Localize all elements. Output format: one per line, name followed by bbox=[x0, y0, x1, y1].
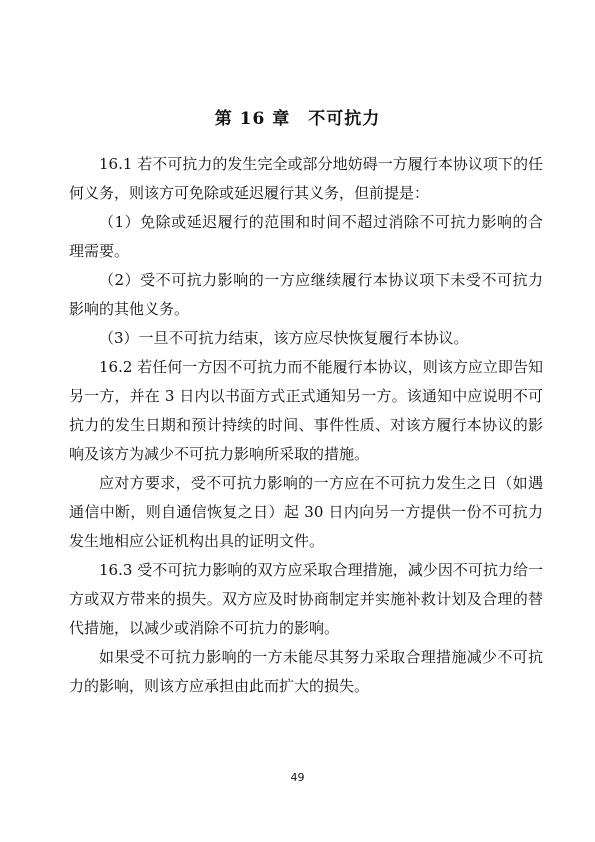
paragraph-16-2-continued: 应对方要求，受不可抗力影响的一方应在不可抗力发生之日（如遇通信中断，则自通信恢复之日）起 30 日内向另一方提供一份不可抗力发生地相应公证机构出具的证明文件。 bbox=[69, 474, 543, 550]
paragraph-item-1: （1）免除或延迟履行的范围和时间不超过消除不可抗力影响的合理需要。 bbox=[69, 213, 543, 260]
paragraph-16-1: 16.1 若不可抗力的发生完全或部分地妨碍一方履行本协议项下的任何义务，则该方可免除或延迟履行其义务，但前提是： bbox=[69, 155, 543, 202]
body-text bbox=[69, 150, 543, 701]
paragraph-16-3: 16.3 受不可抗力影响的双方应采取合理措施，减少因不可抗力给一方或双方带来的损失。双方应及时协商制定并实施补救计划及合理的替代措施，以减少或消除不可抗力的影响。 bbox=[69, 561, 543, 637]
paragraph-item-2: （2）受不可抗力影响的一方应继续履行本协议项下未受不可抗力影响的其他义务。 bbox=[69, 271, 543, 318]
paragraph-16-2: 16.2 若任何一方因不可抗力而不能履行本协议，则该方应立即告知另一方，并在 3 日内以书面方式正式通知另一方。该通知中应说明不可抗力的发生日期和预计持续的时间、事件性质、对该方履行本协议的影响及该方为减少不可抗力影响所采取的措施。 bbox=[69, 358, 543, 463]
paragraph-item-3: （3）一旦不可抗力结束，该方应尽快恢复履行本协议。 bbox=[99, 329, 469, 347]
chapter-title: 第 16 章 不可抗力 bbox=[214, 109, 381, 129]
paragraph-16-3-continued: 如果受不可抗力影响的一方未能尽其努力采取合理措施减少不可抗力的影响，则该方应承担由此而扩大的损失。 bbox=[69, 648, 543, 695]
page-number: 49 bbox=[290, 771, 305, 784]
